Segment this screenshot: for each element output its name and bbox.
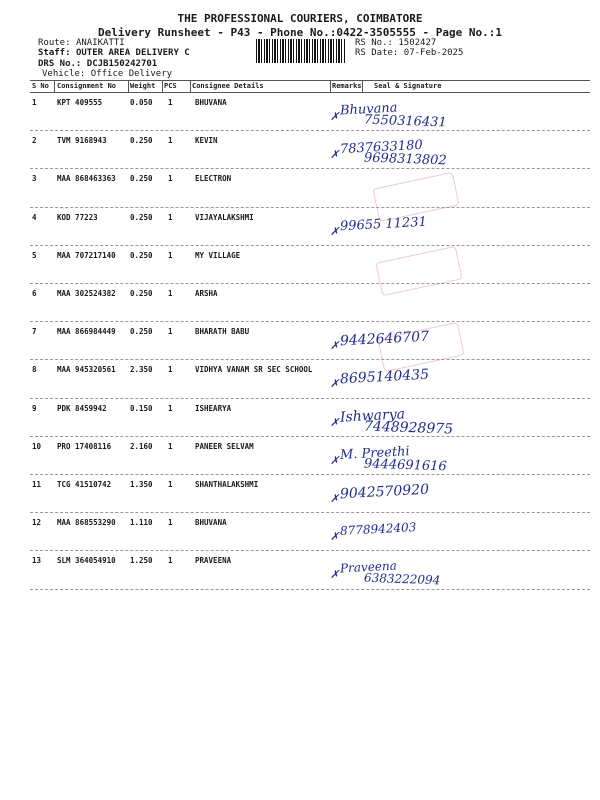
drs-value: DCJB150242701 <box>86 59 158 69</box>
handwritten-text: 7550316431 <box>363 112 447 131</box>
cell-consignment: MAA 868553290 <box>57 518 116 528</box>
table-row <box>30 92 590 130</box>
cell-consignee: ARSHA <box>195 289 218 298</box>
cell-consignment: MAA 866984449 <box>57 327 116 337</box>
cell-pcs: 1 <box>168 365 173 375</box>
cell-sno: 4 <box>32 212 37 222</box>
handwritten-text: 8778942403 <box>339 520 417 539</box>
cell-sno: 5 <box>32 250 37 260</box>
cell-consignee: PRAVEENA <box>195 556 232 566</box>
vehicle-line: Vehicle: Office Delivery <box>42 69 173 79</box>
cell-consignee: BHUVANA <box>195 98 227 107</box>
cell-consignee: ISHEARYA <box>195 403 232 413</box>
handwritten-text: 7448928975 <box>363 418 454 438</box>
rs-no-line: RS No.: 1502427 <box>355 38 437 48</box>
cell-weight: 0.150 <box>130 403 153 413</box>
remark-mark: ✗ <box>330 415 340 429</box>
cell-pcs: 1 <box>168 403 173 413</box>
col-header-pcs: PCS <box>164 82 177 90</box>
col-header-seal: Seal & Signature <box>374 82 442 90</box>
table-row <box>30 436 590 474</box>
cell-sno: 13 <box>32 556 42 566</box>
handwritten-text: 9042570920 <box>339 481 430 503</box>
table-row <box>30 359 590 397</box>
cell-sno: 3 <box>32 174 37 184</box>
table-row <box>30 130 590 168</box>
cell-pcs: 1 <box>168 250 173 260</box>
cell-pcs: 1 <box>168 480 173 489</box>
cell-consignment: PDK 8459942 <box>57 403 107 413</box>
col-divider <box>162 80 163 92</box>
cell-consignment: PRO 17408116 <box>57 441 112 451</box>
remark-mark: ✗ <box>330 339 340 353</box>
col-header-remarks: Remarks <box>332 82 362 90</box>
handwritten-text: 9442646707 <box>339 328 430 350</box>
col-divider <box>330 80 331 92</box>
cell-sno: 12 <box>32 518 42 528</box>
col-header-weight: Weight <box>130 82 156 90</box>
handwritten-text: 9698313802 <box>363 150 447 169</box>
rs-date-value: 07-Feb-2025 <box>403 48 464 58</box>
handwritten-text: M. Preethi <box>339 443 411 463</box>
route-value: ANAIKATTI <box>75 38 125 48</box>
col-divider <box>190 80 191 92</box>
remark-mark: ✗ <box>330 530 340 544</box>
barcode <box>256 39 346 63</box>
staff-value: OUTER AREA DELIVERY C <box>75 48 190 58</box>
col-divider <box>128 80 129 92</box>
cell-weight: 1.350 <box>130 480 153 489</box>
cell-weight: 0.250 <box>130 289 153 298</box>
table-row <box>30 550 590 588</box>
staff-line: Staff: OUTER AREA DELIVERY C <box>38 48 190 58</box>
cell-consignee: VIDHYA VANAM SR SEC SCHOOL <box>195 365 313 375</box>
cell-consignee: ELECTRON <box>195 174 232 184</box>
runsheet-title: Delivery Runsheet - P43 - Phone No.:0422-3505555 - Page No.:1 <box>98 26 502 39</box>
cell-pcs: 1 <box>168 518 173 528</box>
handwritten-text: Bhuvana <box>339 100 398 119</box>
remark-mark: ✗ <box>330 377 340 391</box>
cell-sno: 1 <box>32 98 37 107</box>
col-divider <box>362 80 363 92</box>
cell-weight: 0.250 <box>130 250 153 260</box>
cell-consignment: KOD 77223 <box>57 212 98 222</box>
cell-pcs: 1 <box>168 327 173 337</box>
cell-pcs: 1 <box>168 136 173 146</box>
col-divider <box>54 80 55 92</box>
table-row <box>30 398 590 436</box>
cell-sno: 8 <box>32 365 37 375</box>
table-row <box>30 245 590 283</box>
drs-line: DRS No.: DCJB150242701 <box>38 59 158 69</box>
cell-consignee: PANEER SELVAM <box>195 441 254 451</box>
cell-sno: 10 <box>32 441 42 451</box>
cell-weight: 0.250 <box>130 174 153 184</box>
handwritten-text: 7837633180 <box>339 138 424 158</box>
table-top-rule <box>30 80 590 81</box>
cell-weight: 2.160 <box>130 441 153 451</box>
cell-sno: 2 <box>32 136 37 146</box>
cell-consignment: TCG 41510742 <box>57 480 112 489</box>
remark-mark: ✗ <box>330 453 340 467</box>
cell-pcs: 1 <box>168 174 173 184</box>
cell-weight: 1.250 <box>130 556 153 566</box>
cell-weight: 0.050 <box>130 98 153 107</box>
vehicle-value: Office Delivery <box>90 69 173 79</box>
cell-consignee: MY VILLAGE <box>195 250 241 260</box>
cell-sno: 6 <box>32 289 37 298</box>
cell-pcs: 1 <box>168 441 173 451</box>
cell-sno: 11 <box>32 480 42 489</box>
table-row <box>30 321 590 359</box>
table-row <box>30 474 590 512</box>
col-header-sno: S No <box>32 82 49 90</box>
handwritten-text: Ishwarya <box>339 405 406 426</box>
cell-weight: 2.350 <box>130 365 153 375</box>
handwritten-text: 9444691616 <box>363 456 447 475</box>
remark-mark: ✗ <box>330 224 340 238</box>
cell-weight: 0.250 <box>130 327 153 337</box>
table-row <box>30 207 590 245</box>
handwritten-text: 8695140435 <box>339 367 430 388</box>
rs-no-value: 1502427 <box>398 38 437 48</box>
route-line: Route: ANAIKATTI <box>38 38 125 48</box>
cell-weight: 1.110 <box>130 518 153 528</box>
table-row <box>30 168 590 206</box>
cell-weight: 0.250 <box>130 212 153 222</box>
cell-consignment: TVM 9168943 <box>57 136 107 146</box>
remark-mark: ✗ <box>330 148 340 162</box>
cell-pcs: 1 <box>168 289 173 298</box>
cell-pcs: 1 <box>168 98 173 107</box>
cell-consignment: MAA 302524382 <box>57 289 116 298</box>
remark-mark: ✗ <box>330 568 340 582</box>
row-separator <box>30 589 590 590</box>
table-row <box>30 283 590 321</box>
cell-consignment: MAA 945320561 <box>57 365 116 375</box>
cell-consignee: BHARATH BABU <box>195 327 250 337</box>
remark-mark: ✗ <box>330 110 340 123</box>
cell-consignment: KPT 409555 <box>57 98 103 107</box>
cell-weight: 0.250 <box>130 136 153 146</box>
col-header-consignment: Consignment No <box>57 82 117 90</box>
cell-consignment: SLM 364054910 <box>57 556 116 566</box>
cell-consignee: KEVIN <box>195 136 218 146</box>
cell-pcs: 1 <box>168 212 173 222</box>
company-title: THE PROFESSIONAL COURIERS, COIMBATORE <box>177 12 423 25</box>
handwritten-text: Praveena <box>339 558 398 576</box>
handwritten-text: 6383222094 <box>363 571 441 588</box>
handwritten-text: 99655 11231 <box>339 214 428 234</box>
table-row <box>30 512 590 550</box>
cell-sno: 9 <box>32 403 37 413</box>
col-header-consignee: Consignee Details <box>192 82 264 90</box>
cell-pcs: 1 <box>168 556 173 566</box>
rs-date-line: RS Date: 07-Feb-2025 <box>355 48 464 58</box>
cell-consignee: SHANTHALAKSHMI <box>195 480 259 489</box>
cell-consignment: MAA 868463363 <box>57 174 116 184</box>
cell-consignee: BHUVANA <box>195 518 227 528</box>
cell-sno: 7 <box>32 327 37 337</box>
cell-consignee: VIJAYALAKSHMI <box>195 212 254 222</box>
cell-consignment: MAA 707217140 <box>57 250 116 260</box>
remark-mark: ✗ <box>330 492 340 505</box>
